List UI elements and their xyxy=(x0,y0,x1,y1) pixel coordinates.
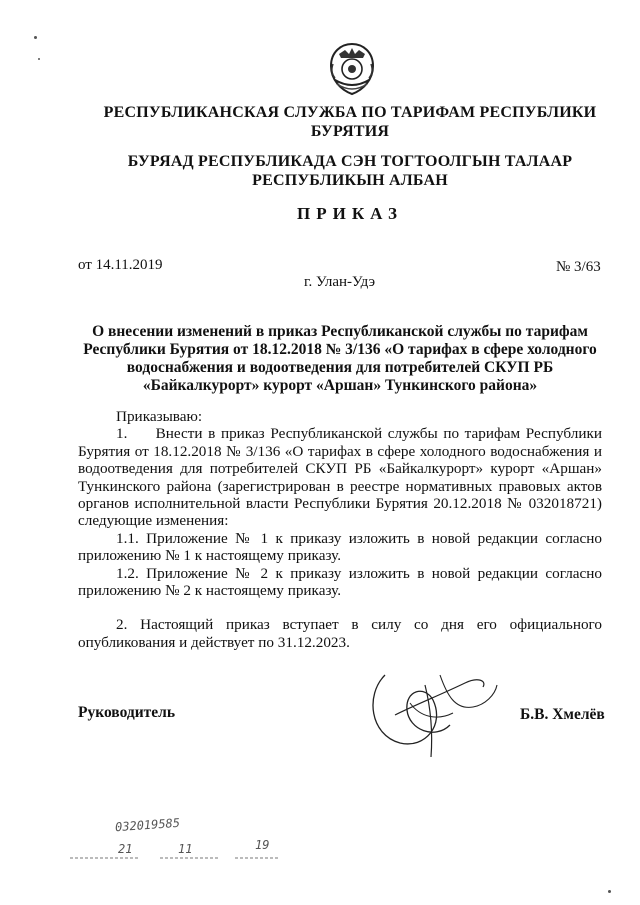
scan-speck xyxy=(608,890,611,893)
document-place: г. Улан-Удэ xyxy=(304,274,376,290)
subject-line1: О внесении изменений в приказ Республиканской службы по тарифам xyxy=(92,323,588,340)
signatory-name: Б.В. Хмелёв xyxy=(520,706,605,723)
paragraph-gap xyxy=(78,599,602,616)
document-date: от 14.11.2019 xyxy=(78,257,163,273)
org-title-bur-line1: БУРЯАД РЕСПУБЛИКАДА СЭН ТОГТООЛГЫН ТАЛААР xyxy=(127,153,573,170)
org-title-bur xyxy=(60,152,640,190)
org-title-bur-line2: РЕСПУБЛИКЫН АЛБАН xyxy=(252,172,448,189)
document-number: № 3/63 xyxy=(556,259,601,275)
handwritten-signature xyxy=(355,655,505,760)
subject-line3: водоснабжения и водоотведения для потребителей СКУП РБ xyxy=(126,359,554,376)
handwritten-registration-code: 032019585 xyxy=(114,815,181,835)
body-item-1-2: 1.2. Приложение № 2 к приказу изложить в новой редакции согласно приложению № 2 к настоящему приказу. xyxy=(78,564,602,600)
body-item-1: 1. Внести в приказ Республиканской службы по тарифам Республики Бурятия от 18.12.2018 № 3/136 «О тарифах в сфере холодного водоснабжения и водоотведения для потребителей СКУП РБ «Байкалкурорт» курорт «Аршан» Тункинского района (зарегистрирован в реестре нормативных правовых актов органов исполнительной власти Республики Бурятия 20.12.2018 № 032018721) следующие изменения: xyxy=(78,425,602,530)
org-title-ru xyxy=(60,103,640,141)
document-type: ПРИКАЗ xyxy=(297,204,403,223)
body-item-1-1: 1.1. Приложение № 1 к приказу изложить в новой редакции согласно приложению № 1 к настоящему приказу. xyxy=(78,529,602,565)
handwritten-year: 19 xyxy=(255,838,270,852)
scan-speck xyxy=(34,36,37,39)
body-item-2: 2. Настоящий приказ вступает в силу со дня его официального опубликования и действует по 31.12.2023. xyxy=(78,616,602,651)
coat-of-arms-emblem xyxy=(327,42,377,96)
scan-speck xyxy=(38,58,40,60)
subject-line2: Республики Бурятия от 18.12.2018 № 3/136 «О тарифах в сфере холодного xyxy=(83,341,597,358)
document-subject xyxy=(78,323,602,395)
handwritten-underline xyxy=(70,855,280,861)
org-title-ru-line1: РЕСПУБЛИКАНСКАЯ СЛУЖБА ПО ТАРИФАМ РЕСПУБЛИКИ xyxy=(103,104,597,121)
subject-line4: «Байкалкурорт» курорт «Аршан» Тункинского района» xyxy=(142,377,538,394)
handwritten-month: 11 xyxy=(178,842,193,856)
document-body xyxy=(78,408,602,651)
org-title-ru-line2: БУРЯТИЯ xyxy=(310,123,390,140)
signatory-position: Руководитель xyxy=(78,704,176,721)
handwritten-day: 21 xyxy=(118,842,133,856)
body-intro: Приказываю: xyxy=(116,408,203,425)
